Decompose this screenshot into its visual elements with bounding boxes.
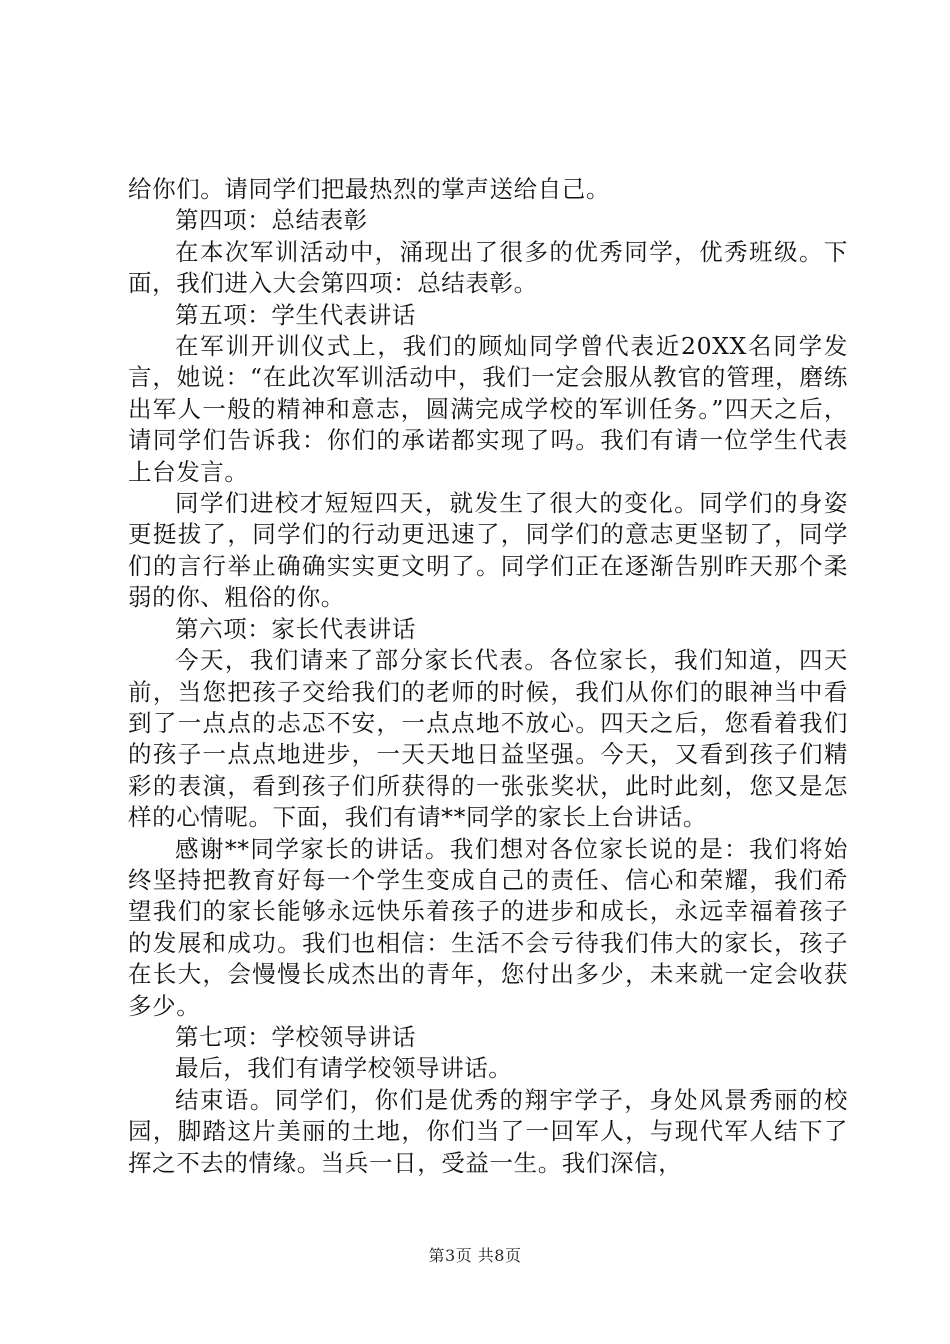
section-heading-5: 第五项：学生代表讲话 xyxy=(175,300,416,329)
paragraph: 最后，我们有请学校领导讲话。 xyxy=(175,1054,513,1083)
paragraph: 感谢**同学家长的讲话。我们想对各位家长说的是：我们将始终坚持把教育好每一个学生变成自己的责任、信心和荣耀，我们希望我们的家长能够永远快乐着孩子的进步和成长，永远幸福着孩子的发展和成功。我们也相信：生活不会亏待我们伟大的家长，孩子在长大，会慢慢长成杰出的青年，您付出多少，未来就一定会收获多少。 xyxy=(128,834,848,1020)
section-heading-4: 第四项：总结表彰 xyxy=(175,206,368,235)
paragraph: 结束语。同学们，你们是优秀的翔宇学子，身处风景秀丽的校园，脚踏这片美丽的土地，你们当了一回军人，与现代军人结下了挥之不去的情缘。当兵一日，受益一生。我们深信， xyxy=(128,1085,848,1177)
section-heading-6: 第六项：家长代表讲话 xyxy=(175,614,416,643)
paragraph: 同学们进校才短短四天，就发生了很大的变化。同学们的身姿更挺拔了，同学们的行动更迅速了，同学们的意志更坚韧了，同学们的言行举止确确实实更文明了。同学们正在逐渐告别昨天那个柔弱的你、粗俗的你。 xyxy=(128,489,848,612)
paragraph-continuation: 给你们。请同学们把最热烈的掌声送给自己。 xyxy=(128,175,610,203)
paragraph: 今天，我们请来了部分家长代表。各位家长，我们知道，四天前，当您把孩子交给我们的老师的时候，我们从你们的眼神当中看到了一点点的忐忑不安，一点点地不放心。四天之后，您看着我们的孩子一点点地进步，一天天地日益坚强。今天，又看到孩子们精彩的表演，看到孩子们所获得的一张张奖状，此时此刻，您又是怎样的心情呢。下面，我们有请**同学的家长上台讲话。 xyxy=(128,646,848,832)
paragraph: 在本次军训活动中，涌现出了很多的优秀同学，优秀班级。下面，我们进入大会第四项：总结表彰。 xyxy=(128,237,848,298)
document-body xyxy=(128,174,848,1179)
paragraph: 在军训开训仪式上，我们的顾灿同学曾代表近20XX名同学发言，她说：“在此次军训活动中，我们一定会服从教官的管理，磨练出军人一般的精神和意志，圆满完成学校的军训任务。”四天之后，请同学们告诉我：你们的承诺都实现了吗。我们有请一位学生代表上台发言。 xyxy=(128,332,848,486)
page-number: 第3页 共8页 xyxy=(428,1246,522,1265)
section-heading-7: 第七项：学校领导讲话 xyxy=(175,1022,416,1051)
